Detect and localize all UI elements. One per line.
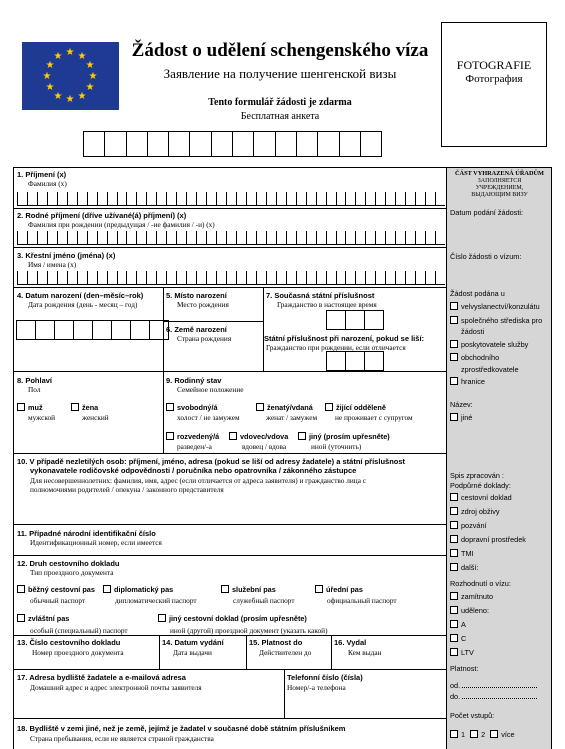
opt-center-2: žádosti (461, 327, 485, 336)
field-10-sublabel-2: полномочиями родителей / опекуна / законного представителя (30, 485, 224, 494)
checkbox[interactable] (450, 340, 458, 348)
checkbox[interactable] (166, 432, 174, 440)
field-8-label: 8. Pohlaví (17, 376, 53, 385)
field-11-sublabel: Идентификационный номер, если имеется (30, 538, 162, 547)
checkbox[interactable] (450, 507, 458, 515)
checkbox[interactable] (450, 316, 458, 324)
status-separated-option[interactable]: žijící odděleně (325, 403, 386, 412)
checkbox[interactable] (450, 634, 458, 642)
doc-other[interactable]: další: (450, 563, 478, 572)
doc-invitation[interactable]: pozvání (450, 521, 487, 530)
form-title: Žádost o udělení schengenského víza (131, 40, 429, 61)
docs-label: Podpůrné doklady: (450, 481, 511, 490)
field-8-sublabel: Пол (28, 385, 41, 394)
office-heading-ru-3: ВЫДАЮЩИМ ВИЗУ (471, 192, 528, 198)
barcode-boxes (83, 131, 381, 157)
doc-transport[interactable]: dopravní prostředek (450, 535, 526, 544)
star-icon: ★ (53, 91, 63, 102)
field-15-sublabel: Действителен до (259, 648, 312, 657)
field-3-sublabel: Имя / имена (x) (28, 260, 77, 269)
field-7-label: 7. Současná státní příslušnost (266, 291, 375, 300)
field-3-label: 3. Křestní jméno (jména) (x) (17, 251, 116, 260)
surname-input[interactable] (17, 192, 445, 206)
passport-special-ru: особый (специальный) паспорт (30, 626, 128, 635)
photo-box[interactable] (441, 22, 547, 147)
first-name-input[interactable] (17, 271, 445, 285)
status-married-ru: женат / замужем (266, 413, 318, 422)
decision-granted[interactable]: uděleno: (450, 606, 489, 615)
passport-other-option[interactable]: jiný cestovní doklad (prosím upřesněte) (158, 614, 307, 623)
passport-official-option[interactable]: úřední pas (315, 585, 363, 594)
checkbox[interactable] (103, 585, 111, 593)
checkbox[interactable] (298, 432, 306, 440)
status-widowed-ru: вдовец / вдова (242, 442, 287, 451)
opt-broker[interactable]: obchodního (450, 353, 499, 362)
field-5-label: 5. Místo narození (166, 291, 227, 300)
passport-diplomatic-option[interactable]: diplomatický pas (103, 585, 173, 594)
field-14-label: 14. Datum vydání (162, 638, 224, 647)
checkbox[interactable] (450, 302, 458, 310)
checkbox[interactable] (221, 585, 229, 593)
field-10-label: 10. V případě nezletilých osob: příjmení, jméno, adresa (pokud se liší od adresy žadatele) a státní příslušnost (17, 457, 406, 466)
field-15-label: 15. Platnost do (249, 638, 303, 647)
field-12-sublabel: Тип проездного документа (30, 568, 114, 577)
field-2-sublabel: Фамилия при рождении (предыдущая / -ие фамилия / -и) (x) (28, 220, 215, 229)
doc-means[interactable]: zdroj obživy (450, 507, 500, 516)
status-other-option[interactable]: jiný (prosím upřesněte) (298, 432, 390, 441)
sex-male-option[interactable]: muž (17, 403, 43, 412)
star-icon: ★ (77, 51, 87, 62)
sex-male-ru: мужской (28, 413, 56, 422)
validity-label: Platnost: (450, 664, 479, 673)
passport-service-ru: служебный паспорт (233, 596, 295, 605)
field-6-sublabel: Страна рождения (177, 334, 232, 343)
checkbox[interactable] (450, 592, 458, 600)
checkbox[interactable] (450, 730, 458, 738)
field-2-label: 2. Rodné příjmení (dříve užívané(á) příjmení) (x) (17, 211, 187, 220)
checkbox[interactable] (450, 648, 458, 656)
field-9-sublabel: Семейное положение (177, 385, 244, 394)
photo-label-ru: Фотография (465, 73, 523, 85)
star-icon: ★ (45, 60, 55, 71)
checkbox[interactable] (325, 403, 333, 411)
status-divorced-ru: разведен/-а (177, 442, 212, 451)
status-widowed-option[interactable]: vdovec/vdova (229, 432, 288, 441)
passport-special-option[interactable]: zvláštní pas (17, 614, 69, 623)
checkbox[interactable] (229, 432, 237, 440)
field-16-sublabel: Кем выдан (348, 648, 382, 657)
field-7-sublabel: Гражданство в настоящее время (277, 300, 377, 309)
doc-tmi[interactable]: TMI (450, 549, 474, 558)
checkbox[interactable] (166, 403, 174, 411)
doc-travel[interactable]: cestovní doklad (450, 493, 512, 502)
field-5-sublabel: Место рождения (177, 300, 229, 309)
sex-female-ru: женский (82, 413, 109, 422)
form-title-ru: Заявление на получение шенгенской визы (163, 66, 397, 81)
office-heading: ČÁST VYHRAZENÁ ÚŘADŮM (455, 170, 544, 177)
submitted-at-label: Žádost podána u (450, 289, 505, 298)
field-10-sublabel: Для несовершеннолетних: фамилия, имя, адрес (если отличается от адреса заявителя) и гражданство лица с (30, 476, 366, 485)
sex-female-option[interactable]: žena (71, 403, 98, 412)
field-4-label: 4. Datum narození (den–měsíc–rok) (17, 291, 144, 300)
star-icon: ★ (65, 47, 75, 58)
checkbox[interactable] (450, 377, 458, 385)
field-17-sublabel: Домашний адрес и адрес электронной почты заявителя (30, 683, 202, 692)
file-handled-label: Spis zpracován : (450, 471, 504, 480)
star-icon: ★ (77, 91, 87, 102)
field-7b-label: Státní příslušnost při narození, pokud se liší: (264, 334, 425, 343)
opt-center[interactable]: společného střediska pro (450, 316, 542, 325)
field-1-label: 1. Příjmení (x) (17, 170, 67, 179)
status-married-option[interactable]: ženatý/vdaná (256, 403, 313, 412)
field-12-label: 12. Druh cestovního dokladu (17, 559, 120, 568)
decision-ltv[interactable]: LTV (450, 648, 474, 657)
decision-a[interactable]: A (450, 620, 466, 629)
passport-service-option[interactable]: služební pas (221, 585, 276, 594)
field-13-sublabel: Номер проездного документа (32, 648, 124, 657)
field-9-label: 9. Rodinný stav (166, 376, 222, 385)
date-submitted-label: Datum podání žádosti: (450, 208, 524, 217)
decision-c[interactable]: C (450, 634, 466, 643)
status-other-ru: иной (уточнить) (311, 442, 362, 451)
nationality-input[interactable] (326, 310, 383, 330)
field-7b-sublabel: Гражданство при рождении, если отличается (266, 343, 406, 352)
checkbox[interactable] (256, 403, 264, 411)
birth-date-input[interactable] (16, 320, 168, 340)
field-6-label: 6. Země narození (166, 325, 227, 334)
passport-diplomatic-ru: дипломатический паспорт (115, 596, 197, 605)
office-use-column (447, 167, 552, 749)
office-heading-ru-1: ЗАПОЛНЯЕТСЯ (477, 178, 522, 184)
passport-official-ru: официальный паспорт (327, 596, 397, 605)
checkbox[interactable] (450, 563, 458, 571)
passport-other-ru: иной (другой) проездной документ (указать какой) (170, 626, 328, 635)
visa-number-label: Číslo žádosti o vízum: (450, 252, 522, 261)
free-form-notice-ru: Бесплатная анкета (240, 111, 320, 122)
checkbox[interactable] (450, 353, 458, 361)
checkbox[interactable] (450, 521, 458, 529)
opt-embassy[interactable]: velvyslanectví/konzulátu (450, 302, 540, 311)
checkbox[interactable] (450, 606, 458, 614)
birth-surname-input[interactable] (17, 231, 445, 245)
checkbox[interactable] (17, 614, 25, 622)
birth-nationality-input[interactable] (326, 351, 383, 371)
phone-sublabel: Номер/-а телефона (287, 683, 346, 692)
passport-ordinary-option[interactable]: běžný cestovní pas (17, 585, 95, 594)
star-icon: ★ (85, 82, 95, 93)
entries-label: Počet vstupů: (450, 711, 495, 720)
checkbox[interactable] (158, 614, 166, 622)
status-divorced-option[interactable]: rozvedený/á (166, 432, 219, 441)
field-1-sublabel: Фамилия (x) (28, 179, 67, 188)
checkbox[interactable] (17, 585, 25, 593)
checkbox[interactable] (71, 403, 79, 411)
photo-label: FOTOGRAFIE (456, 58, 532, 72)
field-14-sublabel: Дата выдачи (173, 648, 212, 657)
passport-ordinary-ru: обычный паспорт (30, 596, 86, 605)
field-13-label: 13. Číslo cestovního dokladu (17, 638, 121, 647)
valid-from[interactable]: od. (450, 681, 537, 690)
opt-border[interactable]: hranice (450, 377, 485, 386)
entries-options[interactable]: 1 2 více (450, 730, 515, 739)
name-label: Název: (450, 400, 473, 409)
field-16-label: 16. Vydal (334, 638, 367, 647)
checkbox[interactable] (470, 730, 478, 738)
form-main (13, 167, 447, 749)
star-icon: ★ (88, 71, 98, 82)
field-4-sublabel: Дата рождения (день - месяц – год) (28, 300, 138, 309)
checkbox[interactable] (490, 730, 498, 738)
checkbox[interactable] (315, 585, 323, 593)
opt-broker-2: zprostředkovatele (461, 365, 519, 374)
field-18-sublabel: Страна пребывания, если не является страной гражданства (30, 734, 214, 743)
checkbox[interactable] (450, 493, 458, 501)
checkbox[interactable] (450, 535, 458, 543)
phone-label: Telefonní číslo (čísla) (287, 673, 363, 682)
checkbox[interactable] (450, 549, 458, 557)
star-icon: ★ (45, 82, 55, 93)
eu-flag (22, 42, 119, 110)
checkbox[interactable] (450, 620, 458, 628)
checkbox[interactable] (450, 413, 458, 421)
valid-to[interactable]: do. (450, 692, 537, 701)
free-form-notice: Tento formulář žádosti je zdarma (208, 97, 352, 108)
checkbox[interactable] (17, 403, 25, 411)
decision-refused[interactable]: zamítnuto (450, 592, 493, 601)
star-icon: ★ (42, 71, 52, 82)
star-icon: ★ (53, 51, 63, 62)
field-18-label: 18. Bydliště v zemi jiné, než je země, jejímž je žadatel v současné době státním příslušníkem (17, 724, 346, 733)
star-icon: ★ (85, 60, 95, 71)
office-heading-ru-2: УЧРЕЖДЕНИЕМ, (475, 185, 524, 191)
opt-provider[interactable]: poskytovatele služby (450, 340, 528, 349)
decision-label: Rozhodnutí o vízu: (450, 579, 511, 588)
opt-other[interactable]: jiné (450, 413, 472, 422)
field-10-label-2: vykonavatele rodičovské odpovědnosti / poručníka nebo opatrovníka / zákonného zástupce (30, 466, 357, 475)
status-separated-ru: не проживает с супругом (335, 413, 413, 422)
star-icon: ★ (65, 94, 75, 105)
field-17-label: 17. Adresa bydliště žadatele a e-mailová adresa (17, 673, 186, 682)
field-11-label: 11. Případné národní identifikační číslo (17, 529, 156, 538)
status-single-ru: холост / не замужем (177, 413, 240, 422)
status-single-option[interactable]: svobodný/á (166, 403, 218, 412)
